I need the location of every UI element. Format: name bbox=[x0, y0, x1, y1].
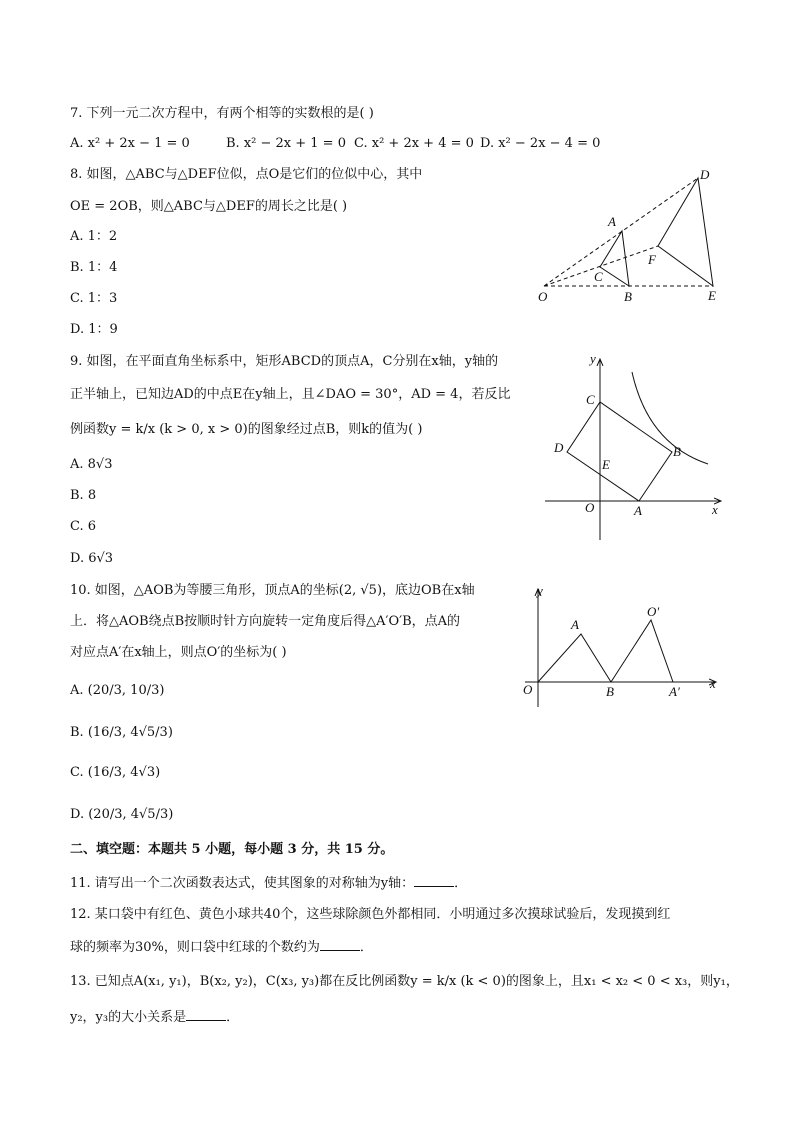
q9-stem-line2: 正半轴上，已知边AD的中点E在y轴上，且∠DAO = 30°，AD = 4，若反比 bbox=[70, 387, 511, 402]
q10-label-x: x bbox=[710, 676, 716, 691]
q8-label-e: E bbox=[708, 288, 716, 303]
q12-end: ． bbox=[359, 940, 373, 955]
q7-stem: 7. 下列一元二次方程中，有两个相等的实数根的是( ) bbox=[70, 106, 374, 121]
q7-option-a: A. x² + 2x − 1 = 0 bbox=[70, 136, 190, 151]
q8-triangle-abc bbox=[600, 231, 629, 286]
q8-stem-line2: OE = 2OB，则△ABC与△DEF的周长之比是( ) bbox=[70, 199, 348, 214]
q13-line2 bbox=[70, 1006, 239, 1028]
q12-line2 bbox=[70, 936, 373, 958]
q12-text: 球的频率为30%，则口袋中红球的个数约为 bbox=[70, 940, 320, 955]
q10-option-c: C. (16/3, 4√3) bbox=[70, 765, 161, 780]
q10-option-b: B. (16/3, 4√5/3) bbox=[70, 725, 173, 740]
q9-stem-line3: 例函数y = k/x (k > 0, x > 0)的图象经过点B，则k的值为( ) bbox=[70, 422, 423, 437]
q8-label-f: F bbox=[648, 252, 656, 267]
q9-label-b: B bbox=[673, 444, 681, 459]
q8-triangle-def bbox=[658, 178, 713, 286]
q8-label-a: A bbox=[608, 214, 616, 229]
q13-blank[interactable] bbox=[186, 1006, 226, 1021]
q12-blank[interactable] bbox=[320, 936, 360, 951]
q9-option-d: D. 6√3 bbox=[70, 551, 114, 566]
q13-text: y₂，y₃的大小关系是 bbox=[70, 1010, 187, 1025]
q9-label-y: y bbox=[590, 351, 596, 366]
q7-option-c: C. x² + 2x + 4 = 0 bbox=[354, 136, 474, 151]
q9-figure bbox=[540, 348, 730, 548]
section-heading: 二、填空题：本题共 5 小题，每小题 3 分，共 15 分。 bbox=[70, 842, 394, 857]
q9-label-x: x bbox=[712, 502, 718, 517]
q10-label-a-prime: A′ bbox=[669, 684, 680, 699]
q9-stem-line1: 9. 如图，在平面直角坐标系中，矩形ABCD的顶点A，C分别在x轴，y轴的 bbox=[70, 354, 499, 369]
q9-label-e: E bbox=[602, 457, 610, 472]
q10-stem-line1: 10. 如图，△AOB为等腰三角形，顶点A的坐标(2, √5)，底边OB在x轴 bbox=[70, 583, 475, 598]
q10-label-o: O bbox=[523, 682, 533, 697]
q11-text: 11. 请写出一个二次函数表达式，使其图象的对称轴为y轴： bbox=[70, 876, 415, 891]
q7-option-d: D. x² − 2x − 4 = 0 bbox=[480, 136, 601, 151]
q9-option-a: A. 8√3 bbox=[70, 457, 113, 472]
q8-option-b: B. 1：4 bbox=[70, 260, 118, 275]
q9-label-o: O bbox=[585, 500, 595, 515]
q10-option-d: D. (20/3, 4√5/3) bbox=[70, 807, 174, 822]
q10-label-a: A bbox=[571, 617, 579, 632]
q9-label-d: D bbox=[554, 440, 564, 455]
q9-rectangle-abcd bbox=[567, 402, 672, 501]
q10-triangle-a2o2b bbox=[611, 620, 673, 682]
q9-option-c: C. 6 bbox=[70, 519, 97, 534]
q8-label-o: O bbox=[538, 289, 548, 304]
q10-label-b: B bbox=[606, 684, 614, 699]
q7-option-b: B. x² − 2x + 1 = 0 bbox=[226, 136, 346, 151]
q9-option-b: B. 8 bbox=[70, 488, 97, 503]
q10-stem-line3: 对应点A′在x轴上，则点O′的坐标为( ) bbox=[70, 645, 287, 660]
q8-figure bbox=[530, 162, 730, 312]
q9-label-a: A bbox=[634, 503, 642, 518]
q8-stem-line1: 8. 如图，△ABC与△DEF位似，点O是它们的位似中心，其中 bbox=[70, 167, 423, 182]
q10-option-a: A. (20/3, 10/3) bbox=[70, 683, 165, 698]
q12-line1: 12. 某口袋中有红色、黄色小球共40个，这些球除颜色外都相同．小明通过多次摸球试验后，发现摸到红 bbox=[70, 907, 671, 922]
q10-label-y: y bbox=[537, 583, 543, 598]
q11-line bbox=[70, 872, 467, 894]
q8-label-c: C bbox=[594, 269, 603, 284]
q8-option-a: A. 1：2 bbox=[70, 229, 118, 244]
q8-label-b: B bbox=[624, 289, 632, 304]
q8-label-d: D bbox=[700, 167, 710, 182]
q8-option-c: C. 1：3 bbox=[70, 291, 118, 306]
q13-end: ． bbox=[226, 1010, 240, 1025]
q10-stem-line2: 上．将△AOB绕点B按顺时针方向旋转一定角度后得△A′O′B，点A的 bbox=[70, 614, 461, 629]
q10-figure bbox=[515, 582, 725, 712]
q13-line1: 13. 已知点A(x₁, y₁)，B(x₂, y₂)，C(x₃, y₃)都在反比例函数y = k/x (k < 0)的图象上，且x₁ < x₂ < 0 < x₃，则y₁， bbox=[70, 974, 739, 989]
q9-label-c: C bbox=[586, 392, 595, 407]
q10-label-o-prime: O′ bbox=[647, 604, 660, 619]
q10-triangle-aob bbox=[538, 634, 611, 682]
q11-end: ． bbox=[454, 876, 468, 891]
q11-blank[interactable] bbox=[414, 872, 454, 887]
q8-option-d: D. 1：9 bbox=[70, 322, 118, 337]
